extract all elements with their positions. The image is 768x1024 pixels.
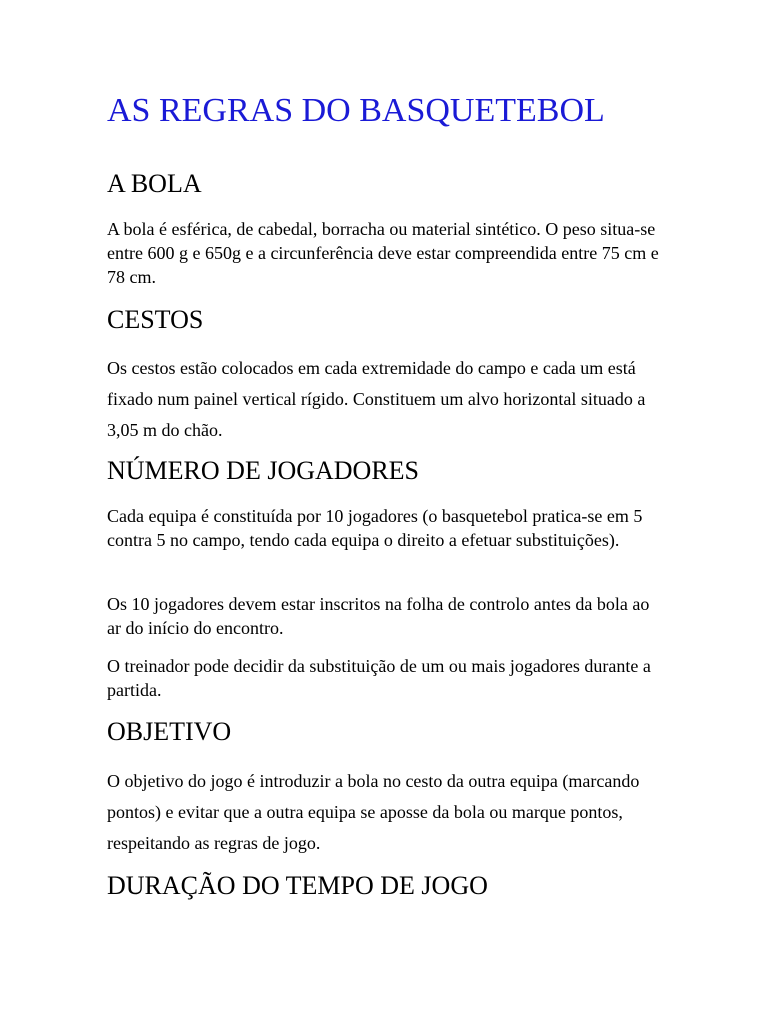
- document-title: AS REGRAS DO BASQUETEBOL: [107, 92, 605, 129]
- section-heading-cestos: CESTOS: [107, 305, 204, 334]
- paragraph-cestos: Os cestos estão colocados em cada extremidade do campo e cada um está fixado num painel vertical rígido. Constituem um alvo horizontal situado a 3,05 m do chão.: [107, 358, 646, 440]
- paragraph-objetivo: O objetivo do jogo é introduzir a bola no cesto da outra equipa (marcando pontos) e evitar que a outra equipa se aposse da bola ou marque pontos, respeitando as regras de jogo.: [107, 771, 640, 853]
- section-heading-numero-jogadores: NÚMERO DE JOGADORES: [107, 456, 420, 485]
- section-heading-duracao: DURAÇÃO DO TEMPO DE JOGO: [107, 871, 488, 900]
- paragraph-bola: A bola é esférica, de cabedal, borracha ou material sintético. O peso situa-se entre 600 g e 650g e a circunferência deve estar compreendida entre 75 cm e 78 cm.: [107, 219, 659, 287]
- paragraph-numero-jogadores-2: Os 10 jogadores devem estar inscritos na folha de controlo antes da bola ao ar do início do encontro.: [107, 594, 650, 638]
- paragraph-numero-jogadores-1: Cada equipa é constituída por 10 jogadores (o basquetebol pratica-se em 5 contra 5 no campo, tendo cada equipa o direito a efetuar substituições).: [107, 506, 643, 550]
- paragraph-numero-jogadores-3: O treinador pode decidir da substituição de um ou mais jogadores durante a partida.: [107, 656, 651, 700]
- section-heading-objetivo: OBJETIVO: [107, 717, 232, 746]
- section-heading-bola: A BOLA: [107, 169, 202, 198]
